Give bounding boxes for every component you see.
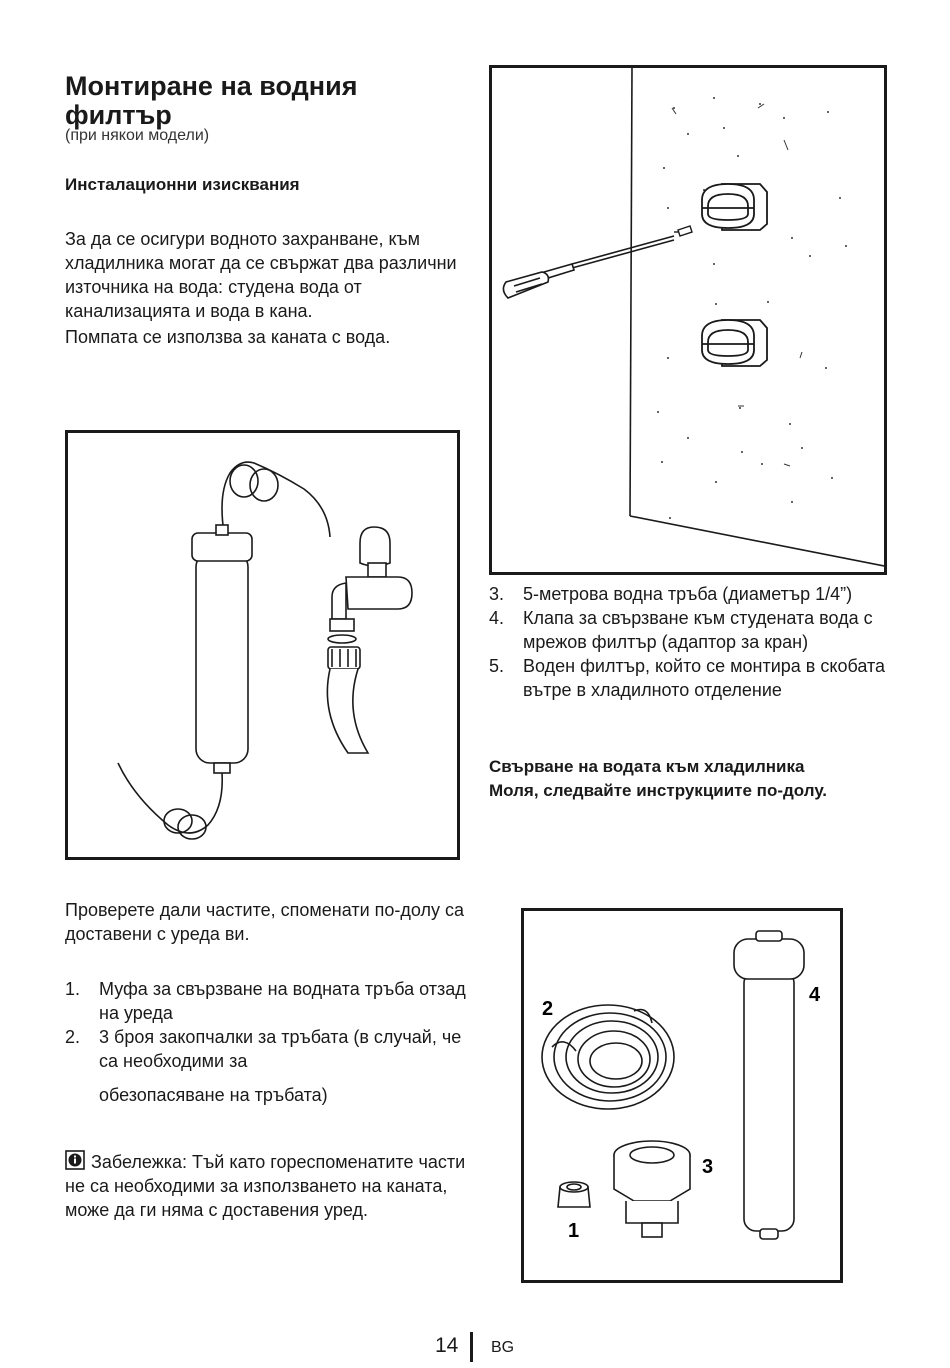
connection-title: Свърване на водата към хладилника (489, 757, 805, 776)
intro-paragraph: За да се осигури водното захранване, към хладилника могат да се свържат два различни източника на вода: студена вода от канализацията и вода в кана. (65, 229, 457, 321)
footer-divider (470, 1332, 473, 1362)
list-item: 4. Клапа за свързване към студената вода с мрежов филтър (адаптор за кран) (489, 608, 873, 652)
check-parts-paragraph: Проверете дали частите, споменати по-долу са доставени с уреда ви. (65, 900, 465, 944)
bracket-mounting-illustration (492, 68, 884, 572)
parts-list (65, 977, 475, 1107)
figure-label-4: 4 (809, 984, 821, 1006)
page-footer (0, 1332, 950, 1362)
page-subtitle: (при някои модели) (65, 127, 210, 144)
parts-figure (521, 908, 843, 1283)
list-item: 3. 5-метрова водна тръба (диаметър 1/4”) (489, 584, 853, 604)
figure-label-1: 1 (568, 1220, 580, 1242)
list-item: 1. Муфа за свързване на водната тръба отзад на уреда (65, 979, 466, 1023)
language-code: BG (491, 1339, 515, 1356)
list-item: обезопасяване на тръбата) (99, 1085, 328, 1105)
section-heading: Инсталационни изисквания (65, 175, 300, 194)
figure-label-3: 3 (702, 1156, 714, 1178)
connection-instruction: Моля, следвайте инструкциите по-долу. (489, 781, 827, 800)
info-icon (65, 1150, 85, 1170)
page-title: Монтиране на водния филтър (65, 71, 358, 130)
page-number: 14 (435, 1334, 459, 1357)
parts-list-continued (489, 582, 909, 702)
list-item: 5. Воден филтър, който се монтира в скобата вътре в хладилното отделение (489, 656, 886, 700)
figure-label-2: 2 (542, 998, 554, 1020)
filter-faucet-figure (65, 430, 460, 860)
list-item: 2. 3 броя закопчалки за тръбата (в случай, че са необходими за (65, 1027, 462, 1071)
note-text: Забележка: Тъй като гореспоменатите части не са необходими за използването на каната, може да ги няма с доставения уред. (65, 1152, 466, 1220)
pump-paragraph: Помпата се използва за каната с вода. (65, 327, 391, 347)
connection-heading (489, 755, 869, 803)
filter-faucet-illustration (68, 433, 457, 857)
bracket-mounting-figure (489, 65, 887, 575)
note-paragraph (65, 1150, 475, 1222)
parts-illustration (524, 911, 840, 1280)
